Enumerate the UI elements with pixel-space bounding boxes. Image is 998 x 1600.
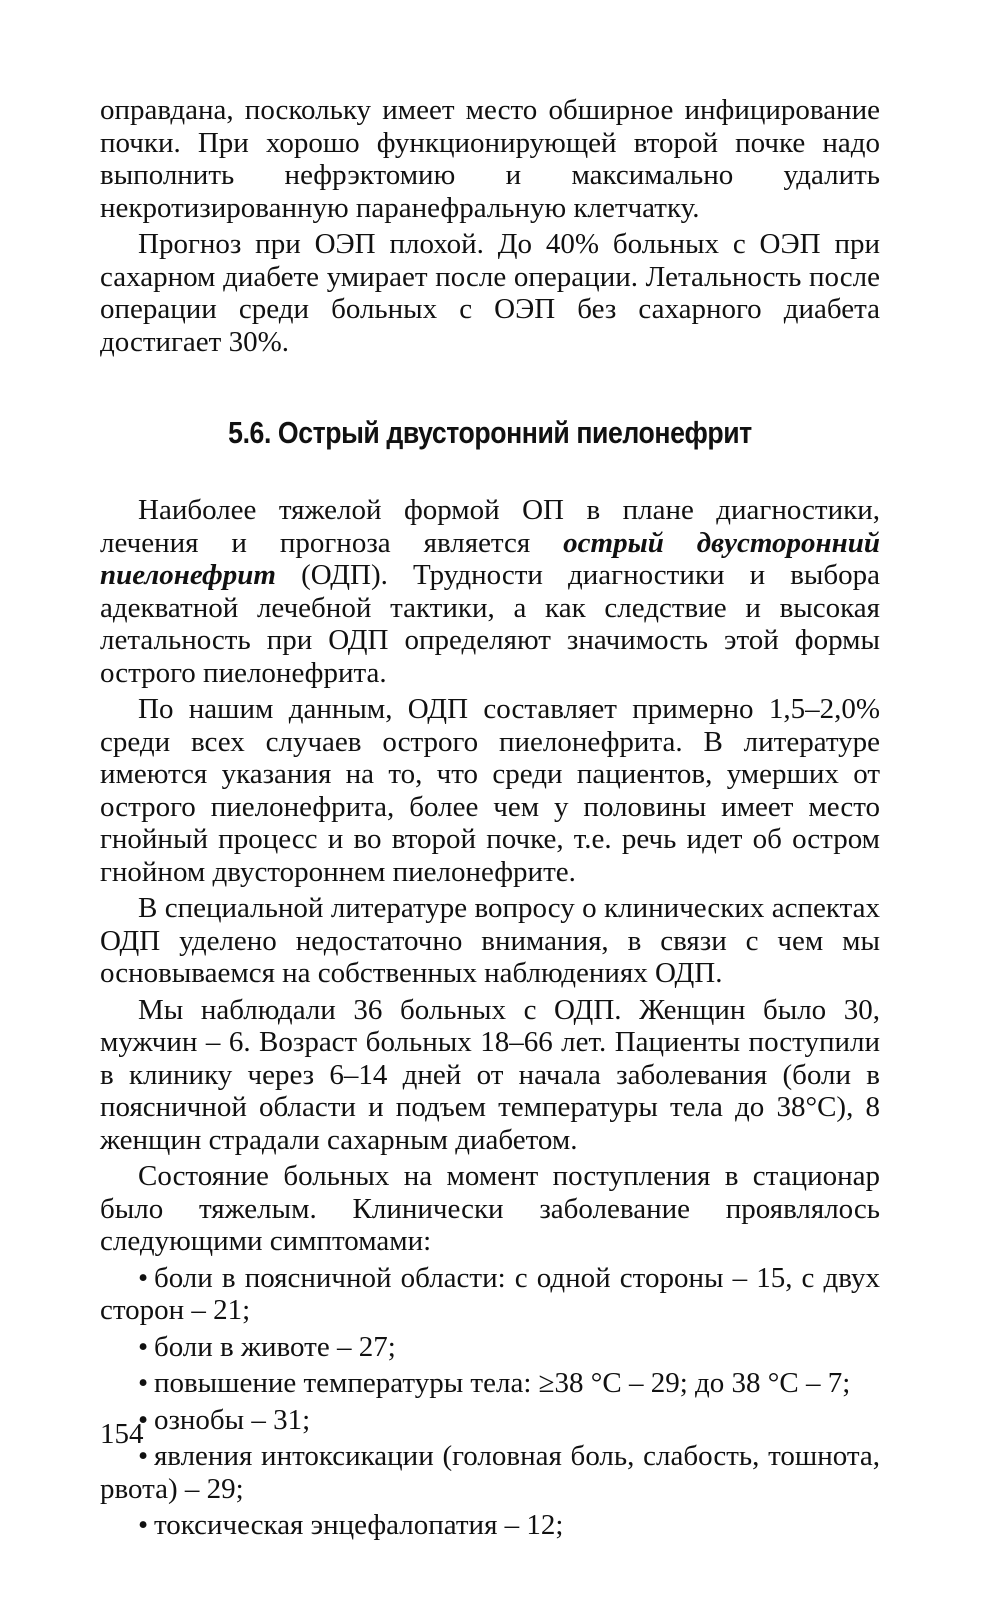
symptom-item	[100, 1440, 880, 1505]
symptom-text: явления интоксикации (головная боль, слабость, тошнота, рвота) – 29;	[100, 1440, 880, 1505]
symptom-item	[100, 1367, 880, 1400]
bullet-icon: •	[138, 1403, 149, 1436]
symptom-text: боли в поясничной области: с одной стороны – 15, с двух сторон – 21;	[100, 1261, 880, 1326]
paragraph-observations: Мы наблюдали 36 больных с ОДП. Женщин было 30, мужчин – 6. Возраст больных 18–66 лет. Пациенты поступили в клинику через 6–14 дней от начала заболевания (боли в поясничной области и подъем температуры тела до 38°С), 8 женщин страдали сахарным диабетом.	[100, 993, 880, 1156]
symptom-item	[100, 1404, 880, 1437]
symptom-text: ознобы – 31;	[153, 1403, 311, 1436]
symptom-text: боли в животе – 27;	[153, 1330, 396, 1363]
symptom-text: повышение температуры тела: ≥38 °С – 29; до 38 °С – 7;	[153, 1367, 851, 1399]
page-number: 154	[100, 1418, 144, 1450]
symptom-item	[100, 1509, 880, 1542]
page-text-block	[100, 94, 880, 1546]
term-emphasis: острый двусторонний пиелонефрит	[100, 526, 880, 591]
definition-text-before: Наиболее тяжелой формой ОП в плане диагностики, лечения и прогноза является	[100, 494, 880, 559]
bullet-icon: •	[138, 1509, 149, 1541]
paragraph-definition	[100, 494, 880, 689]
paragraph-prognosis: Прогноз при ОЭП плохой. До 40% больных с ОЭП при сахарном диабете умирает после операции. Летальность после операции среди больных с ОЭП без сахарного диабета достигает 30%.	[100, 228, 880, 358]
symptom-text: токсическая энцефалопатия – 12;	[153, 1509, 564, 1541]
section-heading: 5.6. Острый двусторонний пиелонефрит	[228, 415, 752, 450]
bullet-icon: •	[138, 1367, 149, 1399]
symptom-item	[100, 1331, 880, 1364]
bullet-icon: •	[138, 1330, 149, 1363]
definition-text-after: (ОДП). Трудности диагностики и выбора адекватной лечебной тактики, а как следствие и высокая летальность при ОДП определяют значимость этой формы острого пиелонефрита.	[100, 559, 880, 689]
paragraph-condition: Состояние больных на момент поступления в стационар было тяжелым. Клинически заболевание проявлялось следующими симптомами:	[100, 1160, 880, 1257]
bullet-icon: •	[138, 1440, 149, 1472]
paragraph-literature: В специальной литературе вопросу о клинических аспектах ОДП уделено недостаточно внимания, в связи с чем мы основываемся на собственных наблюдениях ОДП.	[100, 892, 880, 989]
paragraph-incidence: По нашим данным, ОДП составляет примерно 1,5–2,0% среди всех случаев острого пиелонефрита. В литературе имеются указания на то, что среди пациентов, умерших от острого пиелонефрита, более чем у половины имеет место гнойный процесс и во второй почке, т.е. речь идет об остром гнойном двустороннем пиелонефрите.	[100, 693, 880, 888]
paragraph-continuation: оправдана, поскольку имеет место обширное инфицирование почки. При хорошо функционирующей второй почке надо выполнить нефрэктомию и максимально удалить некротизированную паранефральную клетчатку.	[100, 94, 880, 224]
symptom-item	[100, 1262, 880, 1327]
symptom-list	[100, 1262, 880, 1542]
bullet-icon: •	[138, 1261, 149, 1294]
